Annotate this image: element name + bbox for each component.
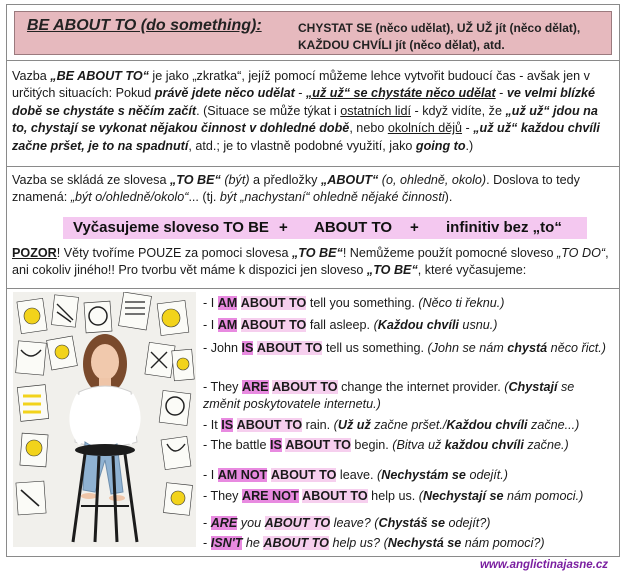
- website-link[interactable]: www.anglictinajasne.cz: [479, 559, 608, 571]
- warning-paragraph: POZOR! Věty tvoříme POUZE za pomoci slovesa „TO BE“! Nemůžeme použít pomocné sloveso „TO DO“, ani cokoliv jiného!! Pro tvorbu vět máme k dispozici jen sloveso „TO BE“, které vyčasujeme:: [12, 246, 609, 278]
- example-sentence: - They ARE NOT ABOUT TO help us. (Nechystají se nám pomoci.): [203, 489, 584, 503]
- title-banner: [14, 11, 612, 55]
- formula-part-about-to: ABOUT TO: [314, 219, 393, 236]
- example-sentence: - It IS ABOUT TO rain. (Už už začne pršet./Každou chvíli začne...): [203, 418, 580, 432]
- formula-part-infinitive: infinitiv bez „to“: [446, 219, 562, 236]
- example-sentence: - I AM NOT ABOUT TO leave. (Nechystám se odejít.): [203, 468, 508, 482]
- intro-paragraph: Vazba „BE ABOUT TO“ je jako „zkratka“, jejíž pomocí můžeme lehce vytvořit budoucí čas - avšak jen v určitých situacích: Pokud právě jdete něco udělat - „už už“ se chystáte něco udělat - ve velmi blízké době se chystáte s něčím začít. (Situace se může týkat i ostatních lidí - když vidíte, že „už už“ jdou na to, chystají se vykonat nějakou činnost v dohledné době, nebo okolních dějů - „už už“ každou chvíli začne pršet, je to na spadnutí, atd.; je to vlastně podobné využití, jako going to.): [12, 69, 600, 153]
- header: [6, 4, 620, 61]
- page-title: BE ABOUT TO (do something):: [27, 17, 262, 34]
- title-translation-line1: CHYSTAT SE (něco udělat), UŽ UŽ jít (něco dělat),: [298, 21, 581, 35]
- example-sentence: - John IS ABOUT TO tell us something. (John se nám chystá něco řict.): [203, 341, 606, 355]
- formula-plus: +: [279, 219, 288, 236]
- example-sentence: - ARE you ABOUT TO leave? (Chystáš se odejít?): [203, 516, 491, 530]
- title-translation-line2: KAŽDOU CHVÍLI jít (něco dělat), atd.: [298, 38, 505, 52]
- formula-plus: +: [410, 219, 419, 236]
- structure-paragraph: Vazba se skládá ze slovesa „TO BE“ (být) a předložky „ABOUT“ (o, ohledně, okolo). Doslova to tedy znamená: „být o/ohledně/okolo“... (tj. být „nachystaní“ ohledně nějaké činnosti).: [12, 173, 580, 205]
- example-sentence: - ISN'T he ABOUT TO help us? (Nechystá se nám pomoci?): [203, 536, 545, 550]
- formula-part-to-be: Vyčasujeme sloveso TO BE: [73, 219, 269, 236]
- example-sentence: - I AM ABOUT TO tell you something. (Něco ti řeknu.): [203, 296, 505, 310]
- example-sentence: - They ARE ABOUT TO change the internet provider. (Chystají se změnit poskytovatele internetu.): [203, 380, 575, 412]
- example-sentence: - I AM ABOUT TO fall asleep. (Každou chvíli usnu.): [203, 318, 498, 332]
- divider: [6, 166, 620, 167]
- formula-banner: [63, 217, 587, 239]
- divider: [6, 288, 620, 289]
- example-sentence: - The battle IS ABOUT TO begin. (Bitva už každou chvíli začne.): [203, 438, 569, 452]
- illustration-photo: [13, 292, 196, 547]
- girl-on-stool-illustration: [13, 292, 196, 547]
